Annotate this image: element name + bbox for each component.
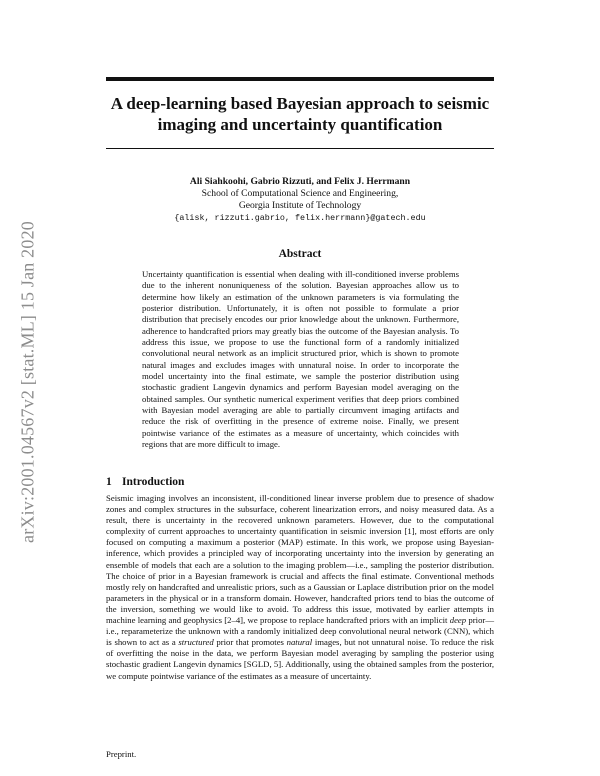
preprint-footer: Preprint. (106, 749, 137, 759)
author-emails: {alisk, rizzuti.gabrio, felix.herrmann}@gatech.edu (174, 213, 426, 223)
abstract-text: Uncertainty quantification is essential when dealing with ill-conditioned inverse problems due to the inherent nonuniqueness of the solution. Bayesian approaches allow us to determine how likely an estimation of the unknown parameters is via formulating the posterior distribution. Unfortunately, it is often not possible to formulate a prior distribution that precisely encodes our prior knowledge about the unknown. Furthermore, adherence to handcrafted priors may greatly bias the outcome of the Bayesian analysis. To address this issue, we propose to use the functional form of a randomly initialized convolutional neural network as an implicit structured prior, which is shown to promote natural images and excludes images with unnatural noise. In order to incorporate the model uncertainty into the final estimate, we sample the posterior distribution using stochastic gradient Langevin dynamics and perform Bayesian model averaging on the obtained samples. Our synthetic numerical experiment verifies that deep priors combined with Bayesian model averaging are able to partially circumvent imaging artifacts and reduce the risk of overfitting in the presence of extreme noise. Finally, we present pointwise variance of the estimates as a measure of uncertainty, which coincides with regions that are more difficult to image. (142, 269, 459, 450)
paper-title: A deep-learning based Bayesian approach to seismic imaging and uncertainty quantification (110, 94, 490, 134)
intro-emphasis-deep: deep (449, 615, 467, 626)
title-top-rule (106, 77, 494, 81)
affiliation-line-2: Georgia Institute of Technology (238, 200, 362, 211)
author-block (106, 176, 494, 224)
intro-text-part-4: images, but not unnatural noise. To reduce the risk of overfitting the noise in the data, we perform Bayesian model averaging by sampling the posterior using stochastic gradient Langevin dynamics [SGLD, 5]. Additionally, using the obtained samples from the posterior, we compute pointwise variance of the estimates as a measure of uncertainty. (106, 637, 494, 681)
intro-emphasis-structured: structured (178, 637, 214, 648)
section-number: 1 (106, 476, 112, 488)
intro-text-part-2: prior— i.e., reparameterize the unknown with a randomly initialized deep convolutional neural network (CNN), which is shown to act as a (106, 615, 495, 648)
section-heading-introduction (106, 476, 494, 488)
affiliation-line-1: School of Computational Science and Engineering, (201, 188, 399, 199)
arxiv-identifier: arXiv:2001.04567v2 [stat.ML] 15 Jan 2020 (17, 221, 38, 543)
intro-text-part-1: Seismic imaging involves an inconsistent, ill-conditioned linear inverse problem due to presence of shadow zones and complex structures in the subsurface, coherent linearization errors, and noisy measured data. As a result, there is uncertainty in the recovered unknown parameters. However, due to the computational complexity of current approaches to uncertainty quantification in seismic inversion [1], most efforts are only focused on computing a maximum a posterior (MAP) estimate. In this work, we propose using Bayesian-inference, which provides a principled way of incorporating uncertainty into the inversion by generating an ensemble of models that each are a solution to the imaging problem—i.e., sampling the posterior distribution. The choice of prior in a Bayesian framework is crucial and affects the final estimate. Conventional methods mostly rely on handcrafted and unrealistic priors, such as a Gaussian or Laplace distribution prior on the model parameters in the physical or in a transform domain. However, handcrafted priors tend to bias the outcome of the inversion, something we would like to avoid. To address this issue, motivated by earlier attempts in machine learning and geophysics [2–4], we propose to replace handcrafted priors with an implicit (106, 493, 494, 626)
abstract-heading: Abstract (278, 248, 322, 260)
title-bottom-rule (106, 148, 494, 149)
intro-text-part-3: prior that promotes (213, 637, 287, 648)
introduction-paragraph (106, 493, 494, 682)
section-title: Introduction (122, 476, 185, 488)
author-names: Ali Siahkoohi, Gabrio Rizzuti, and Felix J. Herrmann (189, 176, 411, 187)
intro-emphasis-natural: natural (286, 637, 313, 648)
